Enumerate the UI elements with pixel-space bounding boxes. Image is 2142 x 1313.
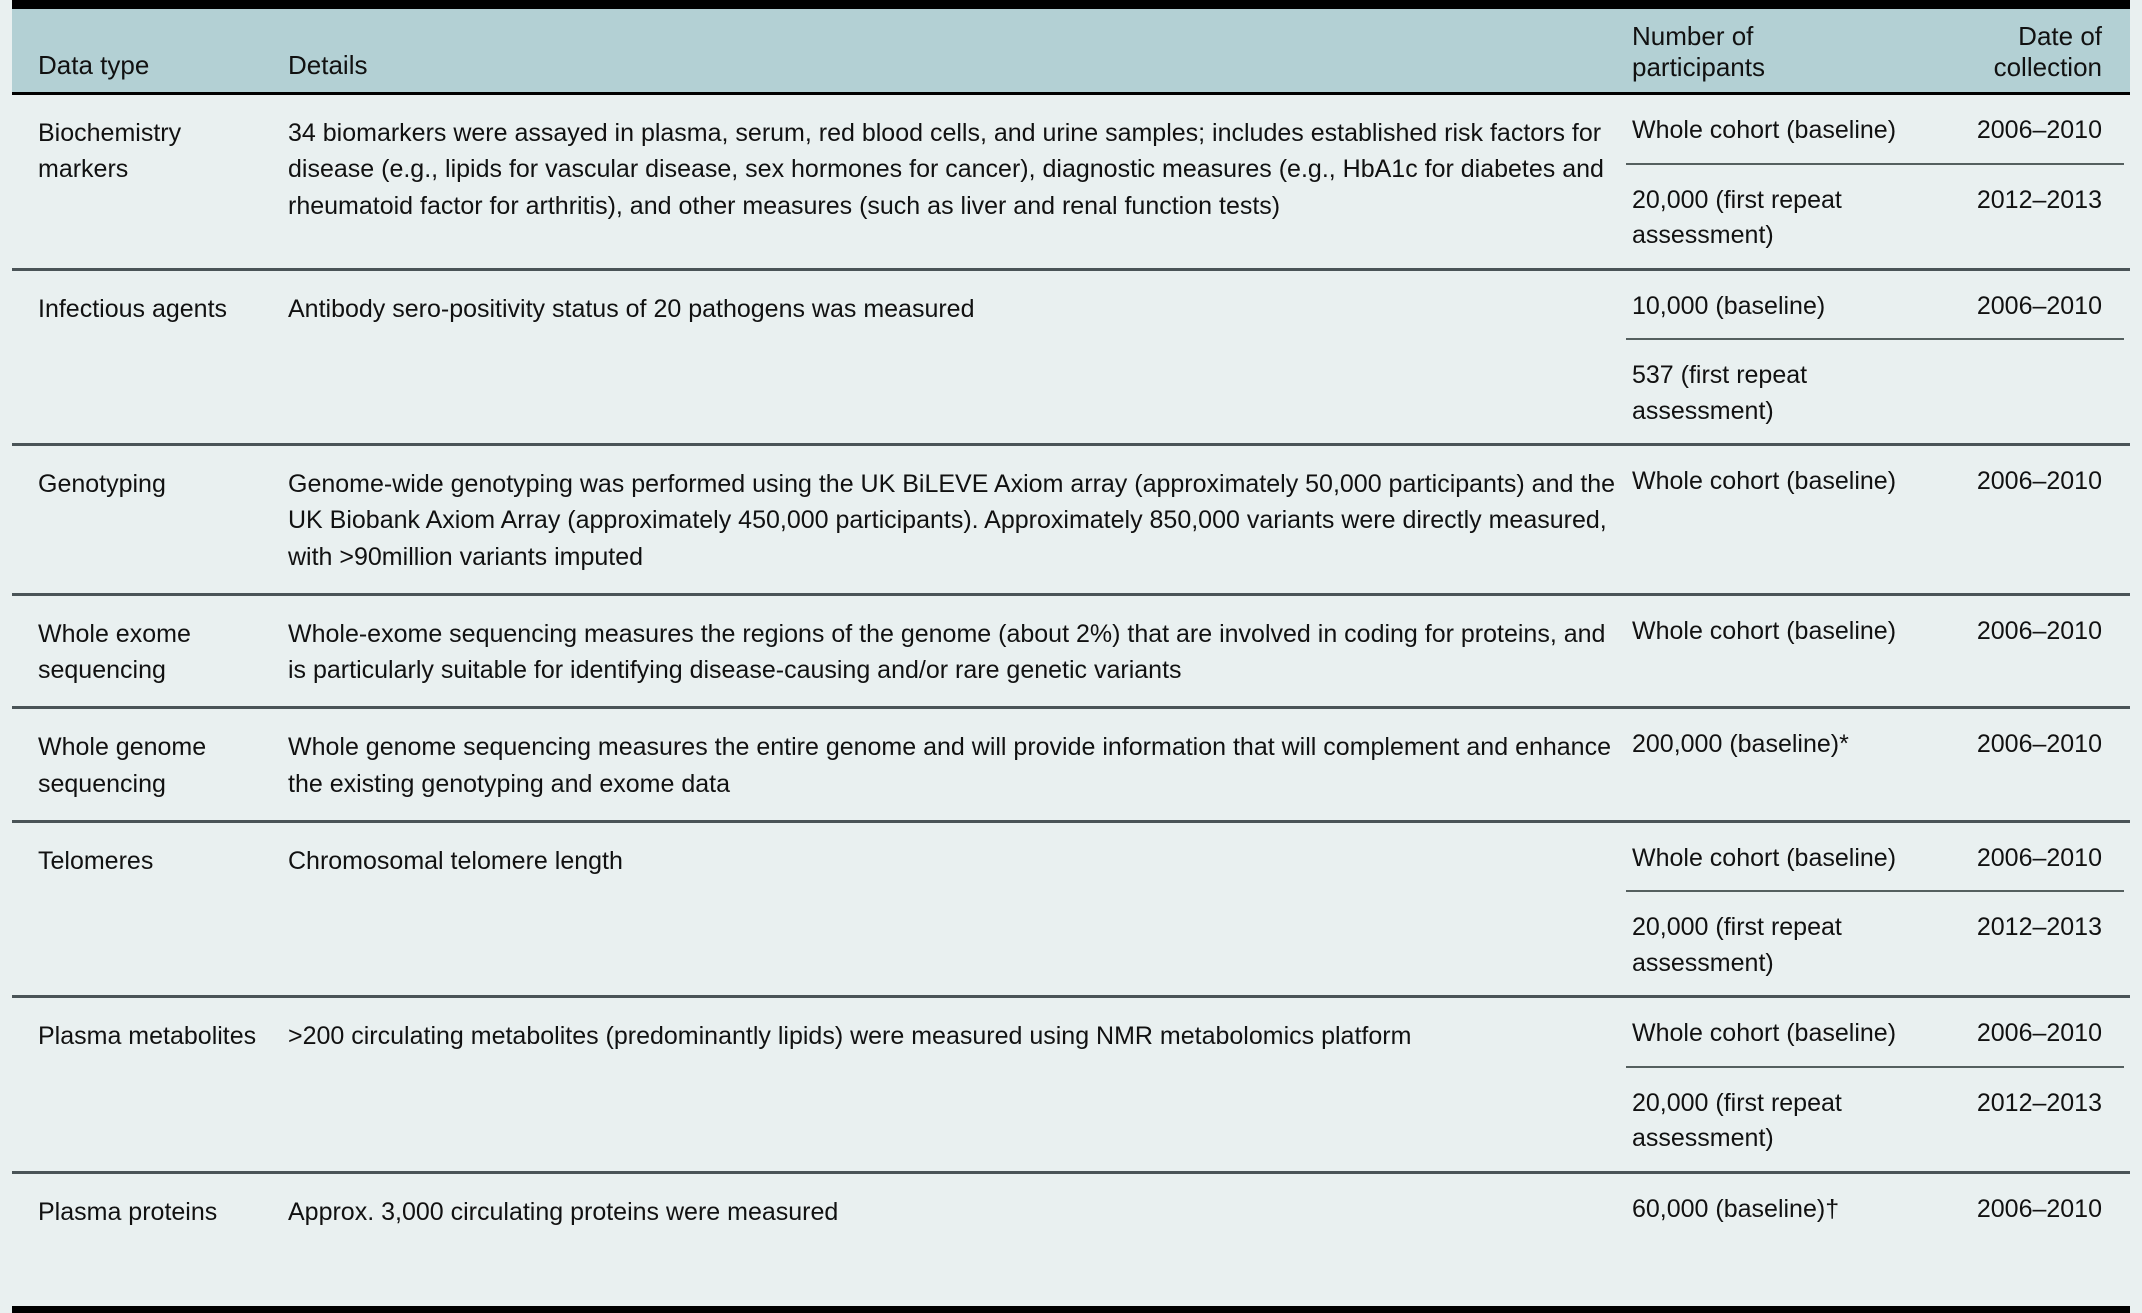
cell-participants: Whole cohort (baseline) [1632,1019,1897,1048]
cell-participants-date-group [1626,998,2124,1171]
participants-date-entry [1626,446,2124,593]
cell-details: 34 biomarkers were assayed in plasma, serum, red blood cells, and urine samples; includes established risk factors for disease (e.g., lipids for vascular disease, sex hormones for cancer), diagnostic measures (e.g., HbA1c for diabetes and rheumatoid factor for arthritis), and other measures (such as liver and renal function tests) [288,119,1604,220]
cell-participants-date-group [1626,823,2124,996]
cell-date: 2006–2010 [1976,291,2102,320]
cell-participants: 10,000 (baseline) [1632,291,1826,320]
cell-participants-date-group [1626,446,2124,593]
participants-date-entry [1626,271,2124,341]
cell-data-type: Whole exome sequencing [38,619,191,684]
cell-participants: 20,000 (first repeat assessment) [1632,1088,1842,1153]
participants-date-entry [1626,95,2124,165]
column-header-date [1912,21,2124,92]
cell-details: Approx. 3,000 circulating proteins were measured [288,1197,839,1226]
column-header-participants-line1: Number of [1632,20,1754,51]
table-row [12,823,2130,999]
participants-date-entry [1626,998,2124,1068]
table-row [12,446,2130,596]
cell-data-type: Plasma proteins [38,1197,218,1226]
cell-participants-date-group [1626,596,2124,707]
cell-data-type: Whole genome sequencing [38,733,207,798]
cell-participants: 537 (first repeat assessment) [1632,361,1808,425]
table-row [12,1174,2130,1248]
table-bottom-rule [12,1306,2130,1313]
cell-participants: Whole cohort (baseline) [1632,616,1897,645]
cell-participants: 20,000 (first repeat assessment) [1632,185,1842,249]
cell-date: 2006–2010 [1976,1194,2102,1223]
table-top-rule [12,0,2130,9]
cell-participants-date-group [1626,1174,2124,1248]
cell-date: 2012–2013 [1976,1088,2102,1117]
participants-date-entry [1626,596,2124,707]
cell-participants-date-group [1626,271,2124,444]
cell-data-type: Biochemistry markers [38,119,182,184]
table-row [12,271,2130,447]
cell-participants: 20,000 (first repeat assessment) [1632,913,1842,977]
table-body [12,95,2130,1306]
participants-date-entry [1626,340,2124,443]
cell-details: Antibody sero-positivity status of 20 pathogens was measured [288,294,975,323]
table-row [12,596,2130,710]
column-header-data-type: Data type [38,50,150,81]
cell-participants-date-group [1626,95,2124,268]
cell-data-type: Telomeres [38,846,154,875]
column-header-date-line2: collection [1993,52,2102,83]
cell-date: 2012–2013 [1976,913,2102,942]
cell-data-type: Plasma metabolites [38,1022,257,1051]
participants-date-entry [1626,823,2124,893]
column-header-date-line1: Date of [2018,20,2102,51]
cell-date: 2012–2013 [1976,185,2102,214]
cell-participants: 200,000 (baseline)* [1632,730,1849,759]
column-header-participants-line2: participants [1632,52,1765,83]
cell-participants: Whole cohort (baseline) [1632,843,1897,872]
cell-data-type: Infectious agents [38,294,228,323]
cell-date: 2006–2010 [1976,616,2102,645]
cell-date: 2006–2010 [1976,116,2102,144]
column-header-participants [1626,21,1912,92]
cell-participants-date-group [1626,709,2124,820]
cell-data-type: Genotyping [38,470,166,498]
cell-date: 2006–2010 [1976,467,2102,495]
participants-date-entry [1626,1174,2124,1248]
cell-participants: 60,000 (baseline)† [1632,1194,1840,1223]
cell-participants: Whole cohort (baseline) [1632,116,1897,144]
cell-details: Genome-wide genotyping was performed using the UK BiLEVE Axiom array (approximately 50,000 participants) and the UK Biobank Axiom Array (approximately 450,000 participants). Approximately 850,000 variants were directly measured, with >90million variants imputed [288,470,1616,571]
cell-details: >200 circulating metabolites (predominantly lipids) were measured using NMR metabolomics platform [288,1022,1412,1051]
cell-details: Chromosomal telomere length [288,846,623,875]
cell-participants: Whole cohort (baseline) [1632,467,1897,495]
table-row [12,95,2130,271]
cell-details: Whole-exome sequencing measures the regions of the genome (about 2%) that are involved in coding for proteins, and is particularly suitable for identifying disease-causing and/or rare genetic variants [288,619,1606,684]
participants-date-entry [1626,165,2124,268]
participants-date-entry [1626,1068,2124,1171]
cell-date [1912,340,2124,443]
table-row [12,998,2130,1174]
cell-date: 2006–2010 [1976,1019,2102,1048]
cell-details: Whole genome sequencing measures the entire genome and will provide information that will complement and enhance the existing genotyping and exome data [288,733,1611,798]
table-header-row [12,9,2130,95]
cell-date: 2006–2010 [1976,730,2102,759]
cell-date: 2006–2010 [1976,843,2102,872]
column-header-details: Details [288,50,368,81]
participants-date-entry [1626,709,2124,820]
participants-date-entry [1626,892,2124,995]
table-row [12,709,2130,823]
